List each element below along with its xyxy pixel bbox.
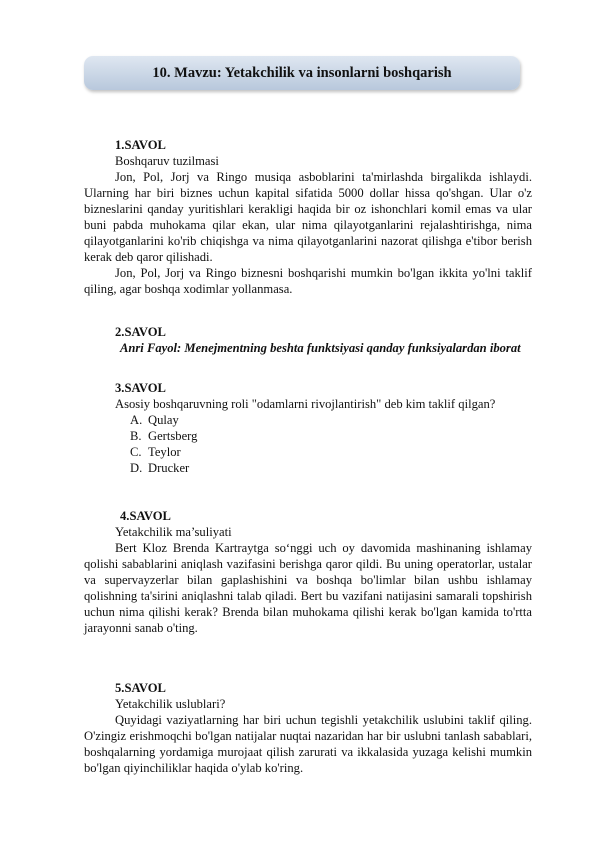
question-4-topic: Yetakchilik ma’suliyati [115, 525, 232, 539]
question-4-heading: 4.SAVOL [120, 509, 171, 523]
option-text: Gertsberg [148, 429, 198, 443]
question-4-paragraph: Bert Kloz Brenda Kartraytga so‘nggi uch oy davomida mashinaning ishlamay qolishi sabablarini aniqlash vazifasini berishga qaror qildi. Bu uning operatorlar, ustalar va supervayzerlar bilan gaplashishini va boshqa bo'limlar bilan ushbu ishlamay qolishning ta'sirini aniqlashni talab qiladi. Bert bu vazifani natijasini samarali topshirish uchun nima qilishi kerak? Brenda bilan muhokama qilishi kerak bo'lgan kamida to'rtta jarayonni sanab o'ting. [84, 541, 532, 635]
question-1-paragraph-2: Jon, Pol, Jorj va Ringo biznesni boshqarishi mumkin bo'lgan ikkita yo'lni taklif qiling, agar boshqa xodimlar yollanmasa. [84, 266, 532, 296]
topic-title-banner [84, 56, 520, 90]
question-3-heading: 3.SAVOL [115, 381, 166, 395]
option-letter: C. [130, 445, 142, 459]
question-3-text: Asosiy boshqaruvning roli "odamlarni rivojlantirish" deb kim taklif qilgan? [115, 397, 496, 411]
page-title: 10. Mavzu: Yetakchilik va insonlarni boshqarish [152, 64, 452, 81]
option-letter: B. [130, 429, 142, 443]
question-5-heading: 5.SAVOL [115, 681, 166, 695]
question-2 [84, 324, 532, 356]
question-5-paragraph: Quyidagi vaziyatlarning har biri uchun tegishli yetakchilik uslubini taklif qiling. O'zingiz erishmoqchi bo'lgan natijalar nuqtai nazaridan har bir uslubni tanlash sabablari, boshqalarning yordamiga murojaat qilish zarurati va ikkalasida yuzaga kelishi mumkin bo'lgan qiyinchiliklar haqida o'ylab ko'ring. [84, 713, 532, 775]
question-5 [84, 680, 532, 776]
question-3 [84, 380, 532, 476]
question-5-topic: Yetakchilik uslublari? [115, 697, 226, 711]
question-1-topic: Boshqaruv tuzilmasi [115, 154, 219, 168]
question-4 [84, 508, 532, 636]
question-1-paragraph-1: Jon, Pol, Jorj va Ringo musiqa asboblarini ta'mirlashda birgalikda ishlaydi. Ularning har biri biznes uchun kapital sifatida 5000 dollar hissa qo'shgan. Ular o'z bizneslarini qanday yuritishlari kerakligi haqida bir oz ishonchlari komil emas va ular buni pabda muhokama qilar ekan, ular nima qilayotganlarini rejalashtirishga, nima qilayotganlarini ko'rib chiqishga va nima qilayotganlarini nazorat qilishga e'tibor berish kerak deb qaror qilishadi. [84, 170, 532, 264]
question-2-heading: 2.SAVOL [115, 325, 166, 339]
option-letter: D. [130, 461, 143, 475]
option-text: Teylor [148, 445, 181, 459]
answer-option-a [130, 412, 532, 428]
option-letter: A. [130, 413, 143, 427]
answer-options [84, 412, 532, 476]
question-2-text: Anri Fayol: Menejmentning beshta funktsiyasi qanday funksiyalardan iborat [120, 341, 521, 355]
option-text: Qulay [148, 413, 179, 427]
question-1-heading: 1.SAVOL [115, 138, 166, 152]
option-text: Drucker [148, 461, 190, 475]
answer-option-c [130, 444, 532, 460]
question-1 [84, 137, 532, 297]
answer-option-d [130, 460, 532, 476]
answer-option-b [130, 428, 532, 444]
